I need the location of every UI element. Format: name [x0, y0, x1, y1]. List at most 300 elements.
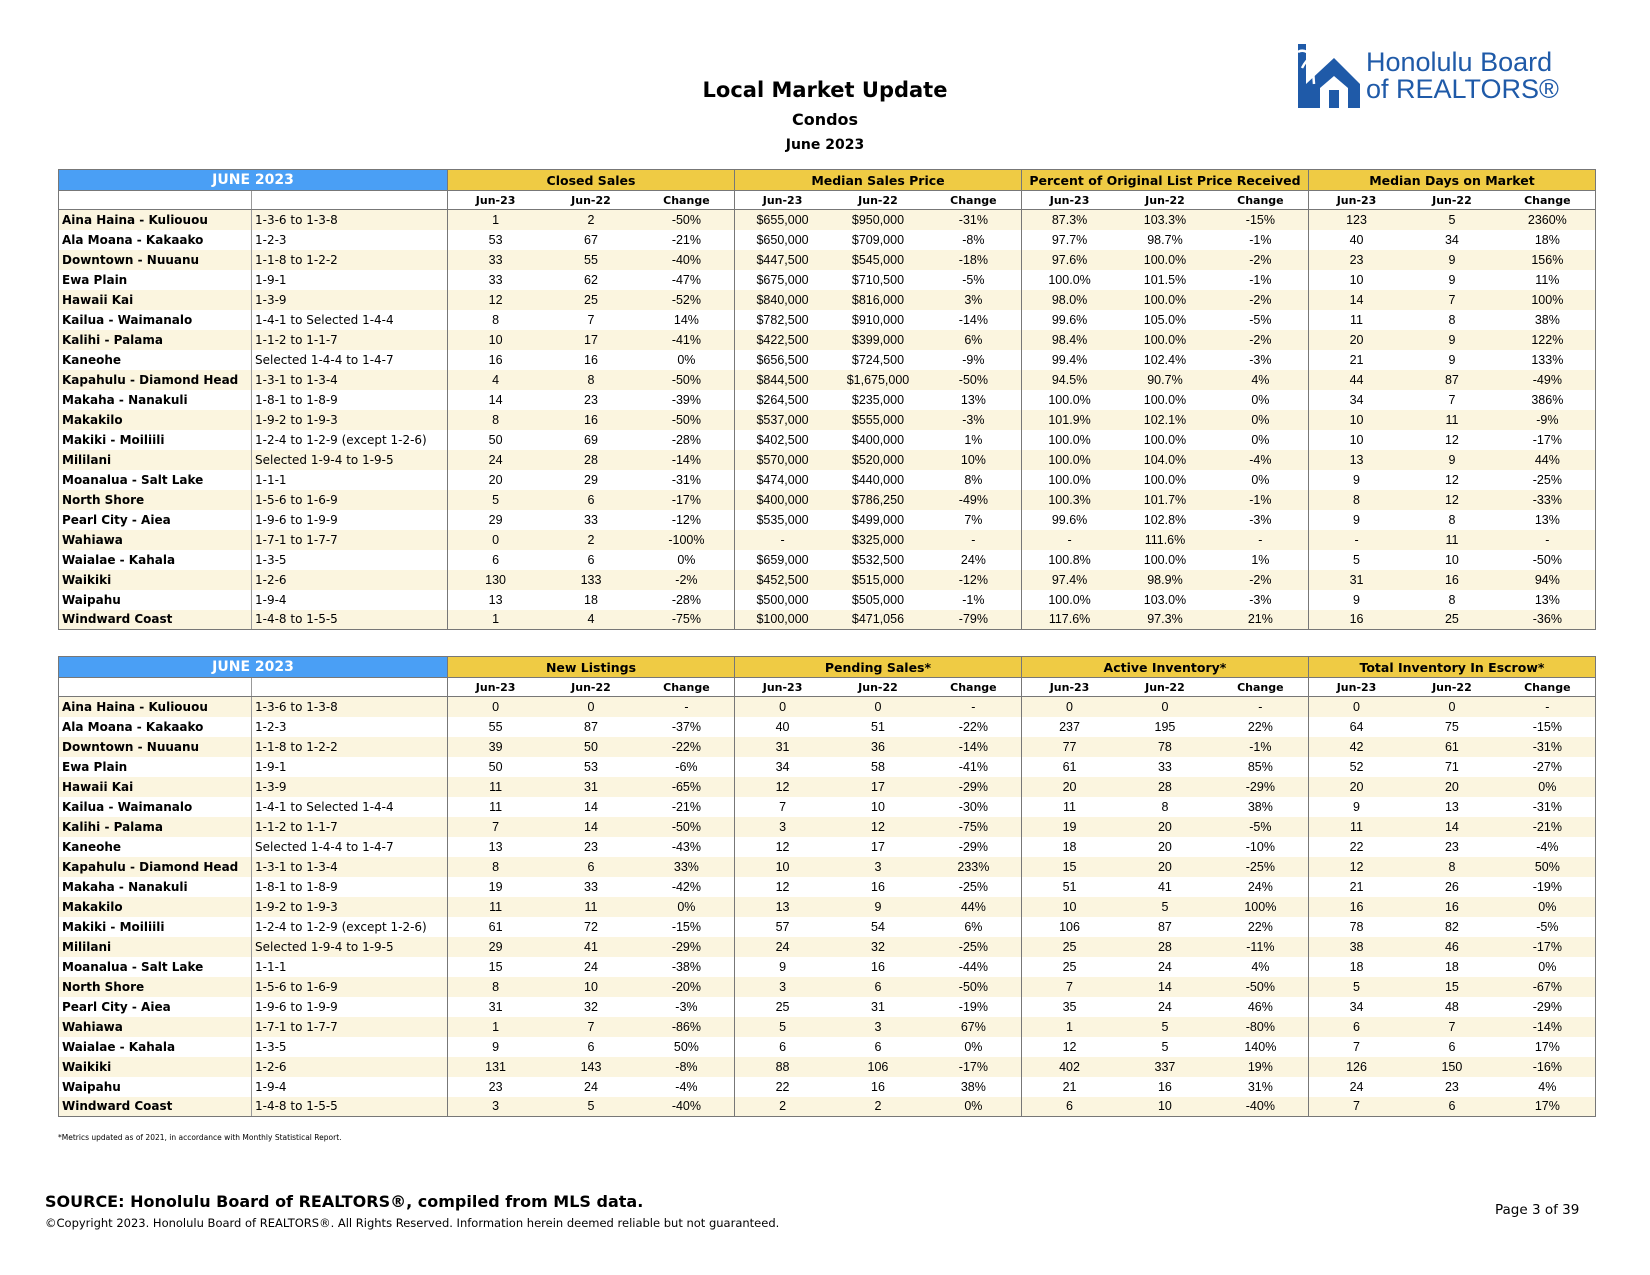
data-cell: 7	[448, 817, 544, 837]
data-cell: -40%	[639, 1097, 735, 1117]
table-row	[59, 450, 1596, 470]
data-cell: 12	[734, 837, 830, 857]
data-cell: -37%	[671, 719, 701, 734]
table-row	[59, 817, 1596, 837]
data-cell: 150	[1404, 1057, 1500, 1077]
data-cell: 8	[1448, 312, 1456, 327]
region-name: Kailua - Waimanalo	[59, 797, 252, 817]
data-cell: 103.3%	[1117, 210, 1213, 230]
data-cell: 16	[448, 350, 544, 370]
data-cell: $402,500	[734, 430, 830, 450]
region-name: Kapahulu - Diamond Head	[59, 857, 252, 877]
data-cell: 61	[1404, 737, 1500, 757]
data-cell: -75%	[926, 817, 1022, 837]
data-cell: 0	[734, 697, 830, 717]
data-cell: -50%	[926, 370, 1022, 390]
group-header: Total Inventory In Escrow*	[1308, 657, 1595, 678]
data-cell: -49%	[926, 490, 1022, 510]
data-cell: 237	[1021, 717, 1117, 737]
table-row	[59, 1037, 1596, 1057]
region-name: Wahiawa	[59, 530, 252, 550]
sub-header-row	[59, 191, 1596, 210]
data-cell: 50	[448, 430, 544, 450]
data-cell: 82	[1444, 919, 1459, 934]
area-code: Selected 1-9-4 to 1-9-5	[252, 450, 448, 470]
table-row	[59, 490, 1596, 510]
table-row	[59, 737, 1596, 757]
data-cell: 133%	[1500, 350, 1596, 370]
data-cell: -50%	[639, 210, 735, 230]
data-cell: 67%	[926, 1017, 1022, 1037]
region-name: Makaha - Nanakuli	[59, 390, 252, 410]
table-row	[59, 350, 1596, 370]
data-cell: 52	[1308, 757, 1404, 777]
region-name: Hawaii Kai	[59, 290, 252, 310]
data-cell: 8	[448, 310, 544, 330]
region-name: Pearl City - Aiea	[59, 997, 252, 1017]
data-cell: 55	[543, 250, 639, 270]
data-cell: 41	[1157, 879, 1172, 894]
data-cell: 126	[1308, 1057, 1404, 1077]
data-cell: 3	[830, 857, 926, 877]
data-cell: -20%	[639, 977, 735, 997]
data-cell: 33	[1157, 759, 1172, 774]
data-cell: 4%	[1213, 370, 1309, 390]
data-cell: 7	[1021, 977, 1117, 997]
table-row	[59, 430, 1596, 450]
data-cell: 24	[584, 959, 598, 974]
data-cell: $400,000	[734, 490, 830, 510]
data-cell: 18%	[1500, 230, 1596, 250]
data-cell: -41%	[958, 759, 988, 774]
region-name: Waipahu	[59, 1077, 252, 1097]
data-cell: 87	[1157, 919, 1172, 934]
data-cell: -14%	[958, 312, 988, 327]
region-name: Ala Moana - Kakaako	[59, 230, 252, 250]
data-cell: 1	[448, 610, 544, 630]
data-cell: $520,000	[830, 450, 926, 470]
data-cell: 111.6%	[1117, 530, 1213, 550]
column-header: Jun-23	[1021, 678, 1117, 697]
table-row	[59, 897, 1596, 917]
region-name: Waialae - Kahala	[59, 550, 252, 570]
data-cell: $264,500	[734, 390, 830, 410]
area-code: 1-4-1 to Selected 1-4-4	[252, 797, 448, 817]
data-cell: -22%	[958, 719, 988, 734]
table-row	[59, 570, 1596, 590]
column-header: Jun-23	[1308, 678, 1404, 697]
data-cell: -31%	[926, 210, 1022, 230]
table-row	[59, 797, 1596, 817]
data-cell: 20	[1308, 777, 1404, 797]
area-code: 1-9-4	[252, 590, 448, 610]
data-cell: -	[1021, 530, 1117, 550]
data-cell: 13	[1308, 450, 1404, 470]
table-row	[59, 857, 1596, 877]
data-cell: 100.8%	[1021, 550, 1117, 570]
data-cell: 100.0%	[1143, 552, 1187, 567]
area-code: 1-4-1 to Selected 1-4-4	[252, 310, 448, 330]
data-cell: 7	[1308, 1037, 1404, 1057]
data-cell: 33	[584, 512, 598, 527]
data-cell: 16	[1308, 610, 1404, 630]
data-cell: 36	[830, 737, 926, 757]
data-cell: 5	[1308, 550, 1404, 570]
data-cell: 64	[1308, 717, 1404, 737]
data-cell: -41%	[639, 330, 735, 350]
page-number: Page 3 of 39	[1495, 1202, 1580, 1218]
area-code: Selected 1-4-4 to 1-4-7	[252, 837, 448, 857]
data-cell: $399,000	[830, 330, 926, 350]
data-cell: 44%	[926, 897, 1022, 917]
data-cell: 0%	[1251, 472, 1270, 487]
data-cell: 0%	[677, 352, 696, 367]
data-cell: 100.0%	[1021, 390, 1117, 410]
data-cell: 0	[830, 697, 926, 717]
table-row	[59, 410, 1596, 430]
data-cell: 22%	[1247, 919, 1273, 934]
data-cell: -2%	[639, 570, 735, 590]
data-cell: 1	[1021, 1017, 1117, 1037]
month-header: JUNE 2023	[59, 657, 448, 678]
column-header: Change	[1213, 678, 1309, 697]
region-name: Waipahu	[59, 590, 252, 610]
data-cell: 32	[584, 999, 598, 1014]
data-cell: 18	[584, 592, 598, 607]
data-cell: -80%	[1213, 1017, 1309, 1037]
data-cell: 9	[1308, 470, 1404, 490]
data-cell: $709,000	[851, 232, 905, 247]
data-cell: $675,000	[734, 270, 830, 290]
area-code: 1-1-2 to 1-1-7	[252, 330, 448, 350]
data-cell: 58	[871, 759, 885, 774]
table-row	[59, 290, 1596, 310]
data-cell: 7	[1448, 392, 1456, 407]
data-cell: 2	[734, 1097, 830, 1117]
data-cell: 50%	[673, 1039, 699, 1054]
data-cell: 12	[1308, 857, 1404, 877]
data-cell: -2%	[1213, 570, 1309, 590]
data-cell: 11	[448, 797, 544, 817]
data-cell: 34	[1308, 997, 1404, 1017]
data-cell: 40	[1308, 230, 1404, 250]
group-header: Median Sales Price	[734, 170, 1021, 191]
area-code: 1-3-5	[252, 550, 448, 570]
data-cell: 1	[448, 1017, 544, 1037]
data-cell: -4%	[675, 1079, 698, 1094]
data-cell: $500,000	[734, 590, 830, 610]
honolulu-board-logo	[1298, 44, 1610, 108]
data-cell: -21%	[671, 232, 701, 247]
data-cell: 16	[584, 352, 598, 367]
area-code: 1-9-2 to 1-9-3	[252, 897, 448, 917]
data-cell: 99.6%	[1021, 510, 1117, 530]
data-cell: 7	[1308, 1097, 1404, 1117]
data-cell: 0	[1404, 697, 1500, 717]
data-cell: -17%	[639, 490, 735, 510]
data-cell: 87	[584, 719, 598, 734]
data-cell: 100.0%	[1143, 472, 1187, 487]
data-cell: 28	[1117, 937, 1213, 957]
data-cell: 11	[1021, 797, 1117, 817]
data-cell: 33	[448, 270, 544, 290]
data-cell: 38%	[1500, 310, 1596, 330]
data-cell: $545,000	[830, 250, 926, 270]
data-cell: 6	[874, 1039, 882, 1054]
data-cell: 26	[1444, 879, 1459, 894]
month-header: JUNE 2023	[59, 170, 448, 191]
data-cell: -3%	[926, 410, 1022, 430]
source-note: SOURCE: Honolulu Board of REALTORS®, compiled from MLS data.	[45, 1192, 644, 1211]
table-row	[59, 530, 1596, 550]
data-cell: $656,500	[734, 350, 830, 370]
data-cell: 16	[871, 879, 885, 894]
data-cell: $499,000	[851, 512, 905, 527]
data-cell: 12	[1444, 432, 1459, 447]
data-cell: 3	[734, 817, 830, 837]
data-cell: 0	[1117, 697, 1213, 717]
region-name: Moanalua - Salt Lake	[59, 957, 252, 977]
data-cell: 97.7%	[1021, 230, 1117, 250]
group-header: Median Days on Market	[1308, 170, 1595, 191]
data-cell: -42%	[671, 879, 701, 894]
data-cell: 9	[830, 897, 926, 917]
data-cell: 100%	[1500, 290, 1596, 310]
data-cell: 11%	[1500, 270, 1596, 290]
group-header-row	[59, 657, 1596, 678]
data-cell: 6	[543, 490, 639, 510]
data-cell: 25	[1021, 957, 1117, 977]
data-cell: 51	[1021, 877, 1117, 897]
region-name: Ewa Plain	[59, 270, 252, 290]
data-cell: 100.0%	[1117, 290, 1213, 310]
region-name: Kailua - Waimanalo	[59, 310, 252, 330]
data-cell: 12	[1444, 472, 1459, 487]
data-cell: 9	[1448, 272, 1456, 287]
data-cell: 39	[448, 737, 544, 757]
area-code: Selected 1-9-4 to 1-9-5	[252, 937, 448, 957]
data-cell: 5	[1117, 897, 1213, 917]
area-code: 1-9-6 to 1-9-9	[252, 997, 448, 1017]
data-cell: 50%	[1500, 857, 1596, 877]
data-cell: -67%	[1500, 977, 1596, 997]
data-cell: 10	[1308, 270, 1404, 290]
data-cell: 85%	[1247, 759, 1273, 774]
data-cell: 122%	[1500, 330, 1596, 350]
data-cell: 18	[1021, 837, 1117, 857]
data-cell: -31%	[1500, 797, 1596, 817]
data-cell: 24	[448, 450, 544, 470]
region-name: Mililani	[59, 450, 252, 470]
data-cell: 78	[1117, 737, 1213, 757]
data-cell: 29	[448, 937, 544, 957]
data-cell: 101.9%	[1021, 410, 1117, 430]
data-cell: 20	[1308, 330, 1404, 350]
data-cell: -17%	[1500, 430, 1596, 450]
data-cell: 18	[1444, 959, 1459, 974]
column-header: Change	[639, 191, 735, 210]
data-cell: 22	[1308, 837, 1404, 857]
data-cell: 17%	[1500, 1037, 1596, 1057]
data-cell: -14%	[1500, 1017, 1596, 1037]
data-cell: -2%	[1213, 250, 1309, 270]
data-cell: -25%	[926, 937, 1022, 957]
data-cell: -44%	[958, 959, 988, 974]
table-row	[59, 877, 1596, 897]
data-cell: -2%	[1213, 330, 1309, 350]
table-row	[59, 230, 1596, 250]
area-code: 1-9-4	[252, 1077, 448, 1097]
data-cell: 102.1%	[1117, 410, 1213, 430]
data-cell: -29%	[1500, 997, 1596, 1017]
data-cell: -47%	[671, 272, 701, 287]
region-name: Kalihi - Palama	[59, 330, 252, 350]
area-code: 1-1-1	[252, 470, 448, 490]
area-code: 1-2-6	[252, 1057, 448, 1077]
logo-line-1: Honolulu Board	[1366, 47, 1553, 77]
data-cell: 5	[448, 490, 544, 510]
region-name: Makiki - Moiliili	[59, 430, 252, 450]
data-cell: $840,000	[734, 290, 830, 310]
data-cell: 23	[448, 1077, 544, 1097]
data-cell: 46%	[1247, 999, 1273, 1014]
data-cell: 88	[734, 1057, 830, 1077]
data-cell: 9	[1404, 330, 1500, 350]
data-cell: 12	[448, 290, 544, 310]
data-cell: -12%	[926, 570, 1022, 590]
data-cell: -	[1308, 530, 1404, 550]
area-code: 1-4-8 to 1-5-5	[252, 610, 448, 630]
data-cell: -17%	[926, 1057, 1022, 1077]
table-row	[59, 370, 1596, 390]
data-cell: 62	[584, 272, 598, 287]
data-cell: 6	[1308, 1017, 1404, 1037]
column-header: Change	[926, 191, 1022, 210]
data-cell: 94.5%	[1021, 370, 1117, 390]
region-name: Windward Coast	[59, 1097, 252, 1117]
data-cell: 8	[448, 857, 544, 877]
data-cell: 106	[830, 1057, 926, 1077]
data-cell: -4%	[1500, 837, 1596, 857]
data-cell: -5%	[962, 272, 985, 287]
data-cell: 8	[448, 977, 544, 997]
group-header: Percent of Original List Price Received	[1021, 170, 1308, 191]
data-cell: 10	[543, 977, 639, 997]
table-row	[59, 717, 1596, 737]
data-cell: 31	[448, 997, 544, 1017]
data-cell: 14	[1117, 977, 1213, 997]
data-cell: 100.0%	[1143, 432, 1187, 447]
data-cell: 50	[543, 737, 639, 757]
data-cell: 9	[1448, 352, 1456, 367]
data-cell: 71	[1444, 759, 1459, 774]
data-cell: 99.6%	[1021, 310, 1117, 330]
column-header: Jun-23	[1308, 191, 1404, 210]
data-cell: 34	[734, 757, 830, 777]
sub-header-row	[59, 678, 1596, 697]
data-cell: 337	[1117, 1057, 1213, 1077]
data-cell: 97.4%	[1021, 570, 1117, 590]
region-name: Makakilo	[59, 410, 252, 430]
data-cell: 33	[448, 250, 544, 270]
area-code: 1-3-5	[252, 1037, 448, 1057]
data-cell: 0	[543, 697, 639, 717]
data-cell: 13%	[1500, 510, 1596, 530]
data-cell: 48	[1444, 999, 1459, 1014]
data-cell: $570,000	[734, 450, 830, 470]
data-cell: 19	[1021, 817, 1117, 837]
area-code: 1-2-4 to 1-2-9 (except 1-2-6)	[252, 430, 448, 450]
data-cell: 23	[1308, 250, 1404, 270]
data-cell: 10	[871, 799, 885, 814]
data-cell: 16	[543, 410, 639, 430]
data-cell: -3%	[1249, 352, 1272, 367]
data-cell: 10	[1021, 897, 1117, 917]
data-cell: 78	[1308, 917, 1404, 937]
region-name: Makakilo	[59, 897, 252, 917]
table-row	[59, 610, 1596, 630]
data-cell: 106	[1021, 917, 1117, 937]
data-cell: 8	[543, 370, 639, 390]
data-cell: 77	[1021, 737, 1117, 757]
data-cell: 42	[1308, 737, 1404, 757]
group-header: Closed Sales	[448, 170, 735, 191]
data-cell: 29	[584, 472, 598, 487]
data-cell: 5	[1404, 210, 1500, 230]
data-cell: -43%	[671, 839, 701, 854]
data-cell: 20	[1117, 857, 1213, 877]
region-name: Pearl City - Aiea	[59, 510, 252, 530]
group-header-row	[59, 170, 1596, 191]
data-cell: 10	[1444, 552, 1459, 567]
data-cell: 51	[871, 719, 885, 734]
data-cell: 38%	[1247, 799, 1273, 814]
data-cell: 11	[543, 897, 639, 917]
data-cell: -14%	[926, 737, 1022, 757]
area-code: 1-9-1	[252, 270, 448, 290]
data-cell: 25	[1404, 610, 1500, 630]
data-cell: 97.6%	[1021, 250, 1117, 270]
data-cell: $659,000	[734, 550, 830, 570]
group-header: Pending Sales*	[734, 657, 1021, 678]
data-cell: 21%	[1213, 610, 1309, 630]
data-cell: 7	[587, 312, 595, 327]
data-cell: 0%	[1213, 410, 1309, 430]
data-cell: 9	[1308, 510, 1404, 530]
data-cell: 8	[1448, 592, 1456, 607]
data-cell: 402	[1021, 1057, 1117, 1077]
data-cell: -86%	[639, 1017, 735, 1037]
data-cell: -75%	[639, 610, 735, 630]
data-cell: -28%	[671, 592, 701, 607]
data-cell: 23	[584, 392, 598, 407]
data-cell: -25%	[1213, 857, 1309, 877]
column-header: Jun-22	[1404, 678, 1500, 697]
table-row	[59, 917, 1596, 937]
data-cell: 11	[448, 777, 544, 797]
data-cell: 46	[1404, 937, 1500, 957]
data-cell: 53	[448, 230, 544, 250]
data-cell: -25%	[1500, 470, 1596, 490]
column-header: Jun-22	[1117, 191, 1213, 210]
region-name: Windward Coast	[59, 610, 252, 630]
table-row	[59, 1017, 1596, 1037]
region-name: Kapahulu - Diamond Head	[59, 370, 252, 390]
data-cell: 21	[1021, 1077, 1117, 1097]
data-cell: 10	[1308, 410, 1404, 430]
area-code: 1-3-9	[252, 290, 448, 310]
data-cell: 67	[584, 232, 598, 247]
